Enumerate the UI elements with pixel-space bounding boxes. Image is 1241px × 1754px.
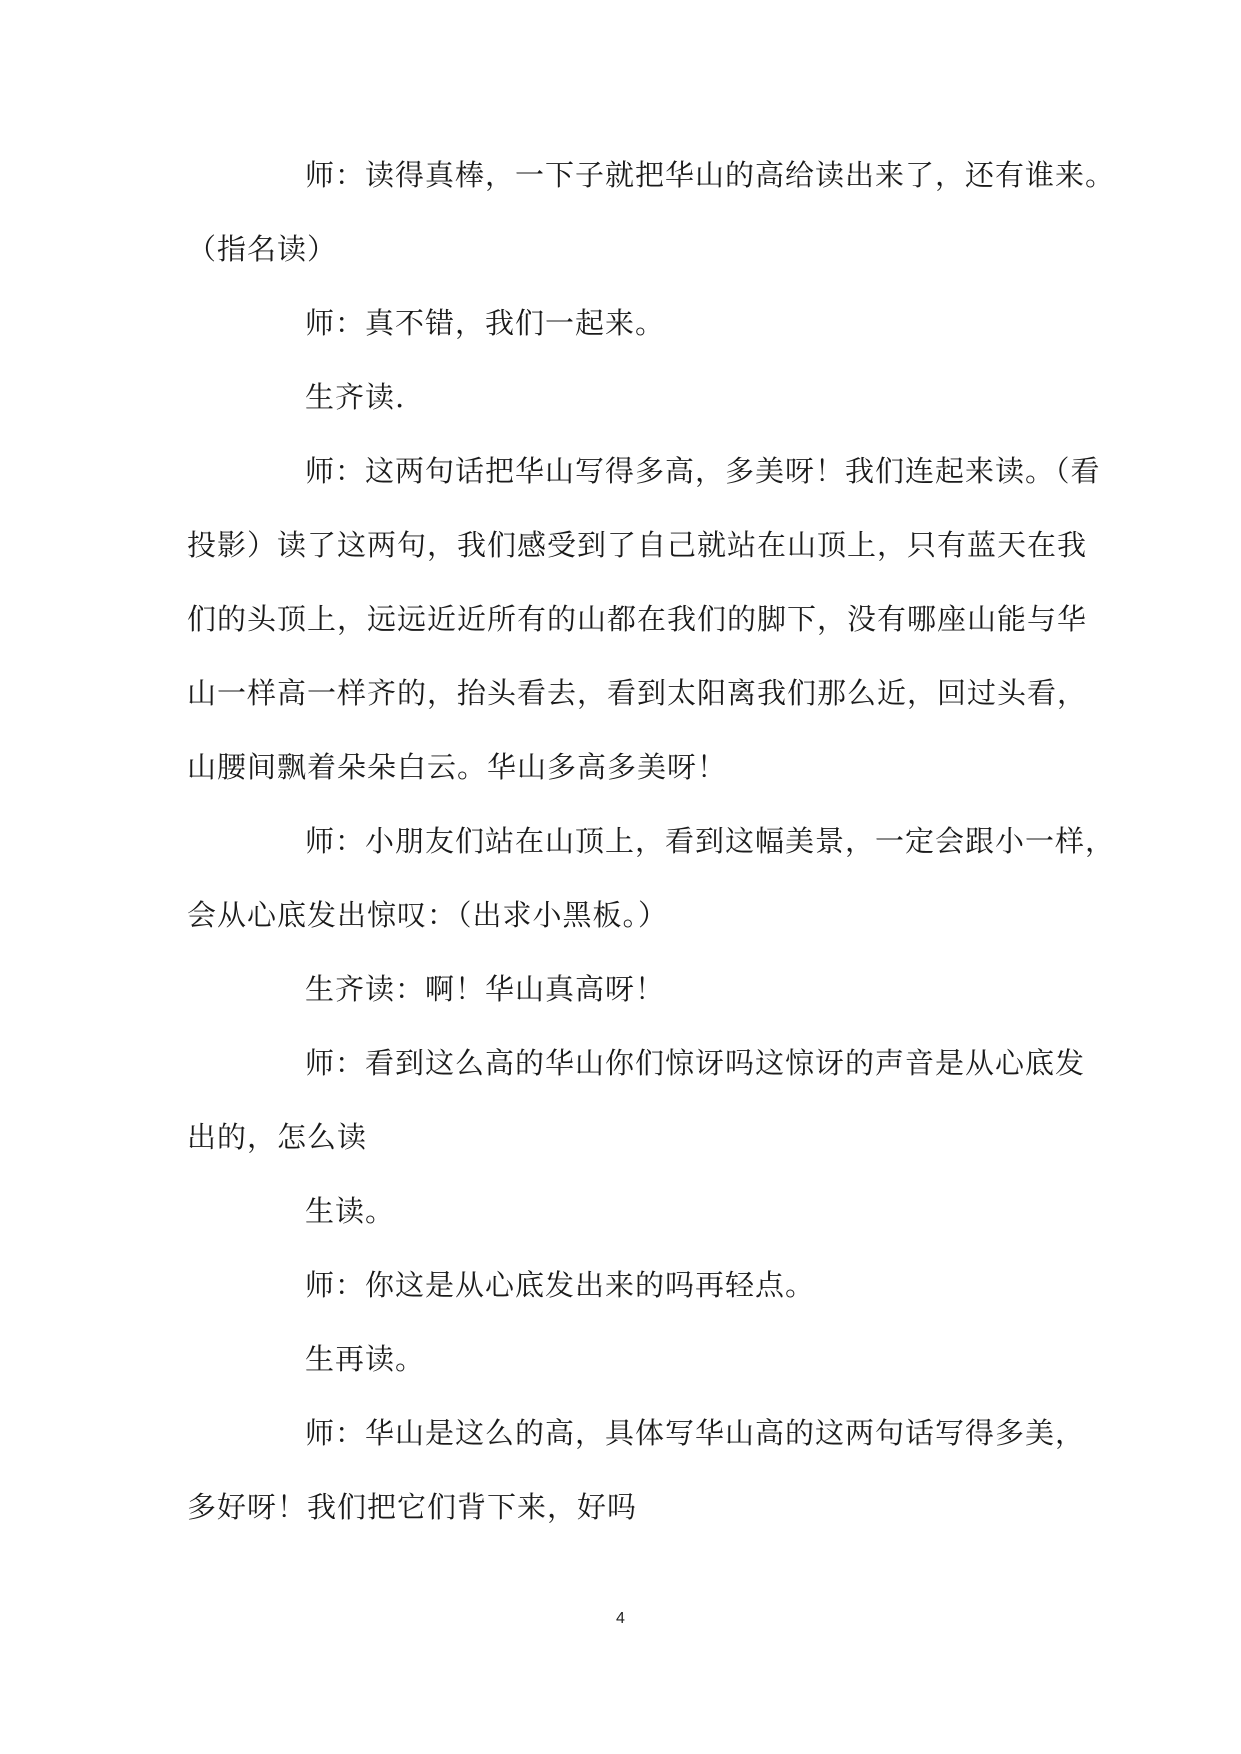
text-line: 多好呀！我们把它们背下来，好吗 (187, 1490, 638, 1524)
text-line: 师：读得真棒，一下子就把华山的高给读出来了，还有谁来。 (305, 158, 1116, 192)
body-text (187, 138, 1116, 1544)
text-line: 生齐读. (305, 380, 406, 414)
text-line: 师：真不错，我们一起来。 (305, 306, 666, 340)
text-line: 生读。 (305, 1194, 396, 1228)
text-line: 师：看到这么高的华山你们惊讶吗这惊讶的声音是从心底发 (305, 1046, 1086, 1080)
text-line: 会从心底发出惊叹：（出求小黑板。） (187, 898, 669, 932)
text-line: 师：你这是从心底发出来的吗再轻点。 (305, 1268, 816, 1302)
text-line: 师：小朋友们站在山顶上，看到这幅美景，一定会跟小一样， (305, 824, 1116, 858)
text-line: （指名读） (187, 232, 338, 266)
text-line: 师：华山是这么的高，具体写华山高的这两句话写得多美， (305, 1416, 1086, 1450)
text-line: 生再读。 (305, 1342, 426, 1376)
text-line: 出的，怎么读 (187, 1120, 368, 1154)
text-line: 山一样高一样齐的，抬头看去，看到太阳离我们那么近，回过头看， (187, 676, 1088, 710)
text-line: 投影）读了这两句，我们感受到了自己就站在山顶上，只有蓝天在我 (187, 528, 1088, 562)
text-line: 山腰间飘着朵朵白云。华山多高多美呀！ (187, 750, 728, 784)
page-number: 4 (616, 1610, 625, 1627)
text-line: 师：这两句话把华山写得多高，多美呀！我们连起来读。（看 (305, 454, 1101, 488)
text-line: 生齐读：啊！华山真高呀！ (305, 972, 666, 1006)
text-line: 们的头顶上，远远近近所有的山都在我们的脚下，没有哪座山能与华 (187, 602, 1088, 636)
